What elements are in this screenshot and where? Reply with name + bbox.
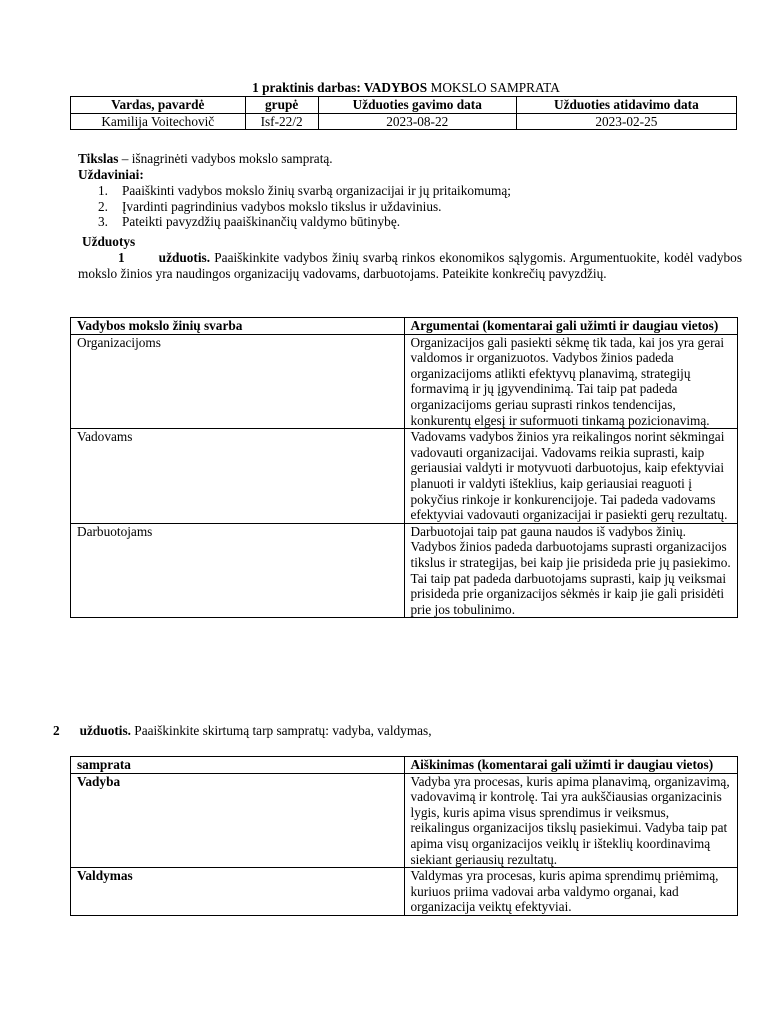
task1-text: Paaiškinkite vadybos žinių svarbą rinkos ekonomikos sąlygomis. Argumentuokite, kodėl vadybos mokslo žinios yra naudingos organizacijų vadovams, darbuotojams. Pateikite konkrečių pavyzdžių. bbox=[78, 250, 743, 281]
concepts-header-explanation: Aiškinimas (komentarai gali užimti ir daugiau vietos) bbox=[404, 757, 738, 774]
title-prefix: 1 praktinis darbas: bbox=[252, 80, 364, 95]
table-row-label: Vadovams bbox=[71, 429, 405, 524]
concepts-header-row bbox=[71, 757, 738, 774]
goal-label: Tikslas bbox=[78, 151, 119, 166]
task2-text: Paaiškinkite skirtumą tarp sampratų: vadyba, valdymas, bbox=[130, 723, 432, 738]
info-header-submitted: Užduoties atidavimo data bbox=[516, 97, 736, 114]
assignments-heading: Užduotys bbox=[82, 234, 136, 249]
task2-paragraph bbox=[53, 723, 432, 739]
table-row-label: Valdymas bbox=[71, 868, 405, 916]
table-row-text: Vadovams vadybos žinios yra reikalingos norint sėkmingai vadovauti organizacijai. Vadovams reikia suprasti, kaip geriausiai valdyti ir motyvuoti darbuotojus, kaip efektyviai planuoti ir valdyti išteklius, kaip geriausiai reaguoti į pokyčius rinkoje ir konkurencijoje. Tai padeda vadovams efektyviai vadovauti organizacijai ir pasiekti gerų rezultatų. bbox=[404, 429, 738, 524]
list-item-number: 2. bbox=[98, 198, 108, 214]
goal-line bbox=[78, 151, 333, 167]
info-header-name: Vardas, pavardė bbox=[71, 97, 246, 114]
table-row-text: Valdymas yra procesas, kuris apima sprendimų priėmimą, kuriuos priima vadovai arba valdymo organai, kad organizacija veiktų efektyviai. bbox=[404, 868, 738, 916]
list-item-text: Įvardinti pagrindinius vadybos mokslo tikslus ir uždavinius. bbox=[122, 198, 442, 214]
task1-label: užduotis. bbox=[158, 250, 211, 265]
list-item-number: 1. bbox=[98, 183, 108, 198]
info-header-received: Užduoties gavimo data bbox=[318, 97, 516, 114]
table-row-text: Vadyba yra procesas, kuris apima planavimą, organizavimą, vadovavimą ir kontrolę. Tai yra aukščiausias organizacinis lygis, kuris apima visus sprendimus ir veiksmus, reikalingus organizacijos tikslų pasiekimui. Vadyba taip pat apima visų organizacijos veiklų ir išteklių koordinavimą siekiant geriausių rezultatų. bbox=[404, 773, 738, 868]
list-item bbox=[98, 214, 511, 230]
task2-label: užduotis. bbox=[79, 723, 131, 738]
info-group: Isf-22/2 bbox=[245, 113, 318, 130]
info-table bbox=[70, 96, 737, 130]
table-row-label: Darbuotojams bbox=[71, 523, 405, 618]
info-name: Kamilija Voitechovič bbox=[71, 113, 246, 130]
list-item-text: Pateikti pavyzdžių paaiškinančių valdymo būtinybę. bbox=[122, 214, 401, 230]
list-item-text: Paaiškinti vadybos mokslo žinių svarbą organizacijai ir jų pritaikomumą; bbox=[122, 183, 511, 198]
importance-header-topic: Vadybos mokslo žinių svarba bbox=[71, 318, 405, 335]
document-title bbox=[0, 80, 768, 96]
table-row-label: Vadyba bbox=[71, 773, 405, 868]
concepts-header-concept: samprata bbox=[71, 757, 405, 774]
title-upper: VADYBOS bbox=[363, 80, 428, 95]
info-received-date: 2023-08-22 bbox=[318, 113, 516, 130]
goal-text: – išnagrinėti vadybos mokslo sampratą. bbox=[118, 151, 333, 166]
list-item-number: 3. bbox=[98, 214, 108, 230]
tasks-list bbox=[98, 183, 511, 230]
task1-number: 1 bbox=[118, 250, 125, 265]
table-row-label: Organizacijoms bbox=[71, 334, 405, 429]
table-row-text: Organizacijos gali pasiekti sėkmę tik tada, kai jos yra gerai valdomos ir organizuotos. Vadybos žinios padeda organizacijoms atlikti efektyvų planavimą, strategijų formavimą ir jų įgyvendinimą. Tai taip pat padeda organizacijoms geriau suprasti rinkos tendencijas, konkurentų elgesį ir suformuoti tinkamą pozicionavimą. bbox=[404, 334, 738, 429]
table-row bbox=[71, 334, 738, 429]
table-row bbox=[71, 523, 738, 618]
table-row bbox=[71, 773, 738, 868]
info-submitted-date: 2023-02-25 bbox=[516, 113, 736, 130]
tasks-title: Uždaviniai: bbox=[78, 167, 144, 182]
table-row bbox=[71, 868, 738, 916]
importance-header-row bbox=[71, 318, 738, 335]
table-row bbox=[71, 429, 738, 524]
importance-header-arguments: Argumentai (komentarai gali užimti ir daugiau vietos) bbox=[404, 318, 738, 335]
importance-table bbox=[70, 317, 738, 618]
list-item bbox=[98, 199, 511, 215]
task1-paragraph bbox=[78, 250, 742, 281]
info-header-group: grupė bbox=[245, 97, 318, 114]
info-value-row bbox=[71, 113, 737, 130]
concepts-table bbox=[70, 756, 738, 916]
table-row-text: Darbuotojai taip pat gauna naudos iš vadybos žinių. Vadybos žinios padeda darbuotojams suprasti organizacijos tikslus ir strategijas, bei kaip jie prisideda prie jų pasiekimo. Tai taip pat padeda darbuotojams suprasti, kaip jų veiksmai prisideda prie organizacijos sėkmės ir kaip jie gali prisidėti prie jos tobulinimo. bbox=[404, 523, 738, 618]
task2-number: 2 bbox=[53, 723, 60, 738]
list-item bbox=[98, 183, 511, 199]
info-header-row bbox=[71, 97, 737, 114]
title-rest: MOKSLO SAMPRATA bbox=[427, 80, 560, 95]
